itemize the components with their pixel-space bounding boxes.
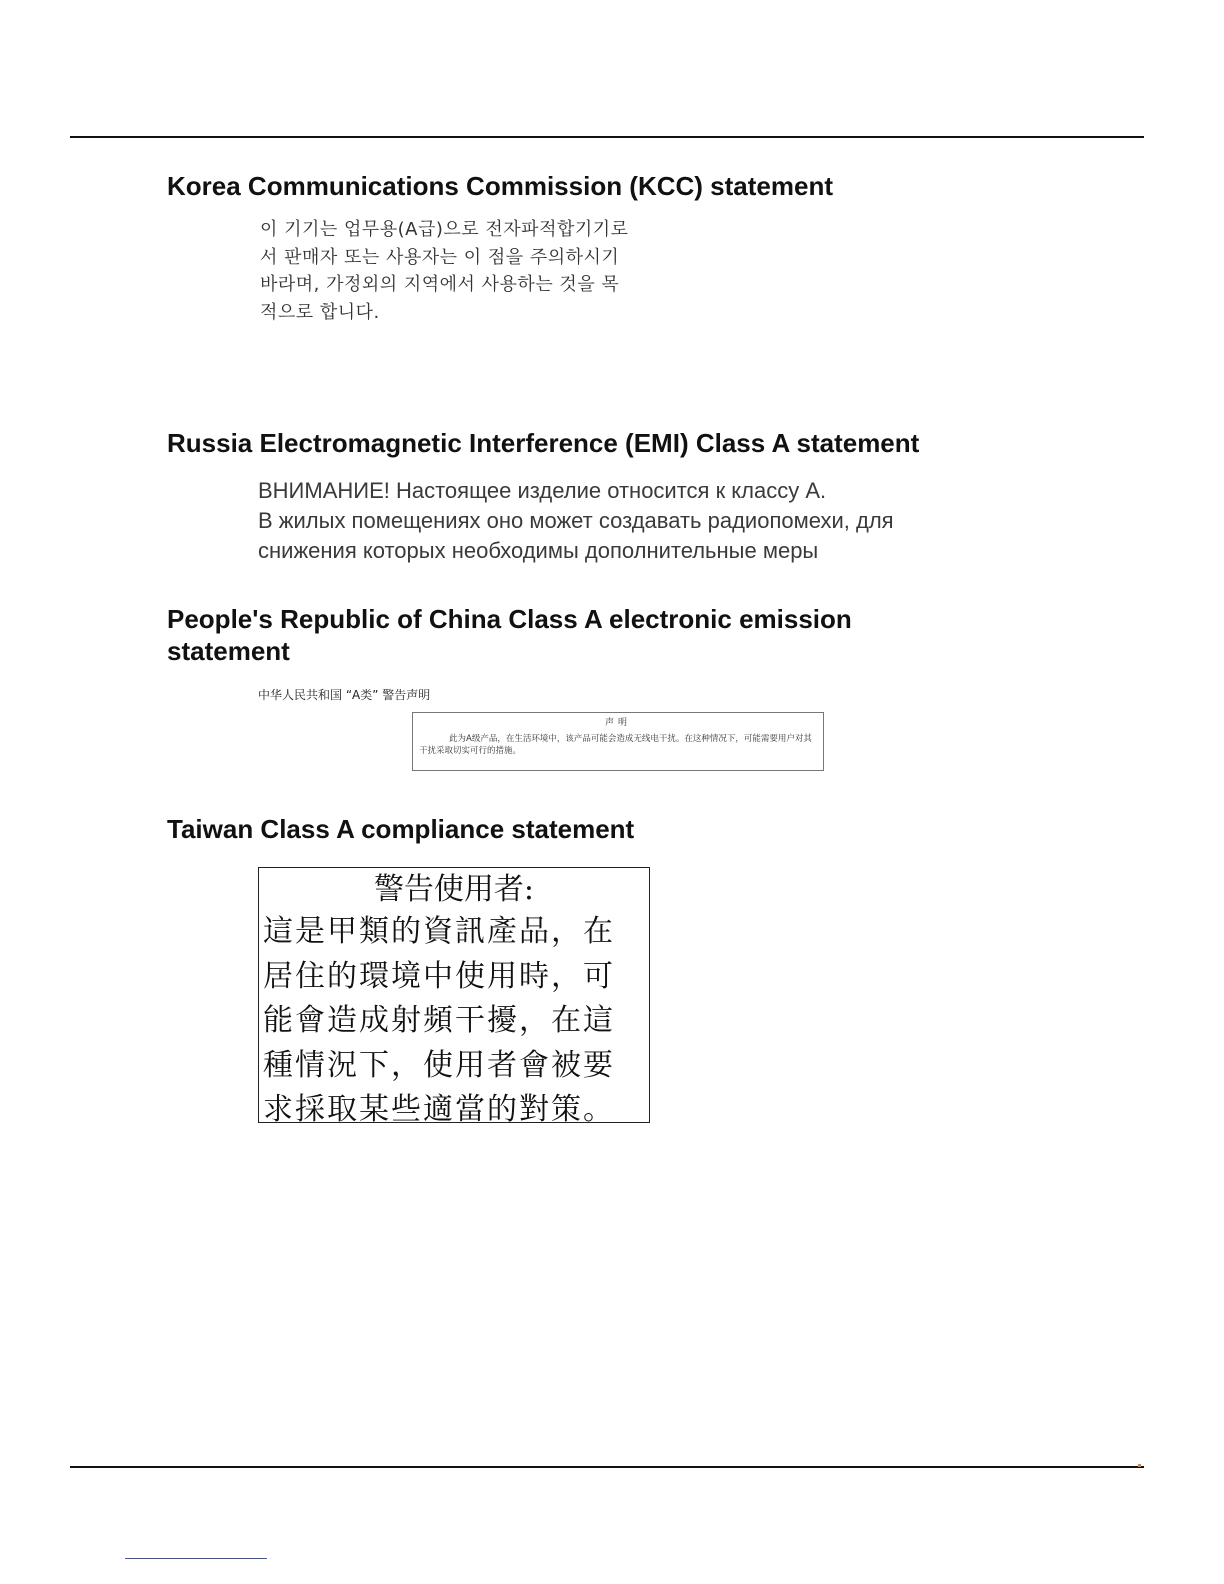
russia-line: ВНИМАНИЕ! Настоящее изделие относится к классу А. [258, 478, 827, 503]
china-class-a-heading: People's Republic of China Class A electronic emission [167, 604, 852, 634]
bottom-rule [70, 1466, 1144, 1468]
korea-line: 서 판매자 또는 사용자는 이 점을 주의하시기 [260, 246, 620, 268]
china-class-a-heading-continued: statement [167, 636, 290, 666]
taiwan-line: 能會造成射頻干擾，在這 [263, 1003, 615, 1038]
china-warning-caption: 中华人民共和国 “A类” 警告声明 [258, 688, 431, 702]
taiwan-line: 求採取某些適當的對策。 [263, 1092, 615, 1127]
taiwan-line: 居住的環境中使用時，可 [263, 958, 615, 994]
taiwan-warning-box [258, 867, 650, 1127]
edge-mark [1138, 1464, 1141, 1467]
top-rule [70, 136, 1144, 138]
russia-emi-statement-text [258, 476, 894, 566]
korea-kcc-heading: Korea Communications Commission (KCC) statement [167, 171, 833, 201]
korea-line: 적으로 합니다. [260, 301, 380, 323]
footer-link-underline[interactable] [125, 1558, 267, 1559]
taiwan-class-a-heading: Taiwan Class A compliance statement [167, 814, 635, 844]
china-warning-box [412, 712, 824, 771]
china-box-title: 声明 [604, 718, 631, 728]
taiwan-box-title: 警告使用者: [373, 872, 535, 907]
taiwan-line: 種情況下，使用者會被要 [263, 1047, 615, 1083]
korea-line: 바라며, 가정외의 지역에서 사용하는 것을 목 [260, 274, 620, 295]
korea-line: 이 기기는 업무용(A급)으로 전자파적합기기로 [260, 219, 629, 240]
russia-line: В жилых помещениях оно может создавать радиопомехи, для [258, 508, 894, 533]
china-box-body: 此为A级产品，在生活环境中，该产品可能会造成无线电干扰。在这种情况下，可能需要用户对其干扰采取切实可行的措施。 [419, 734, 812, 756]
russia-emi-heading: Russia Electromagnetic Interference (EMI) Class A statement [167, 428, 920, 458]
korea-kcc-statement-text [260, 216, 670, 326]
taiwan-line: 這是甲類的資訊產品，在 [263, 914, 615, 949]
russia-line: снижения которых необходимы дополнительные меры [258, 538, 819, 563]
